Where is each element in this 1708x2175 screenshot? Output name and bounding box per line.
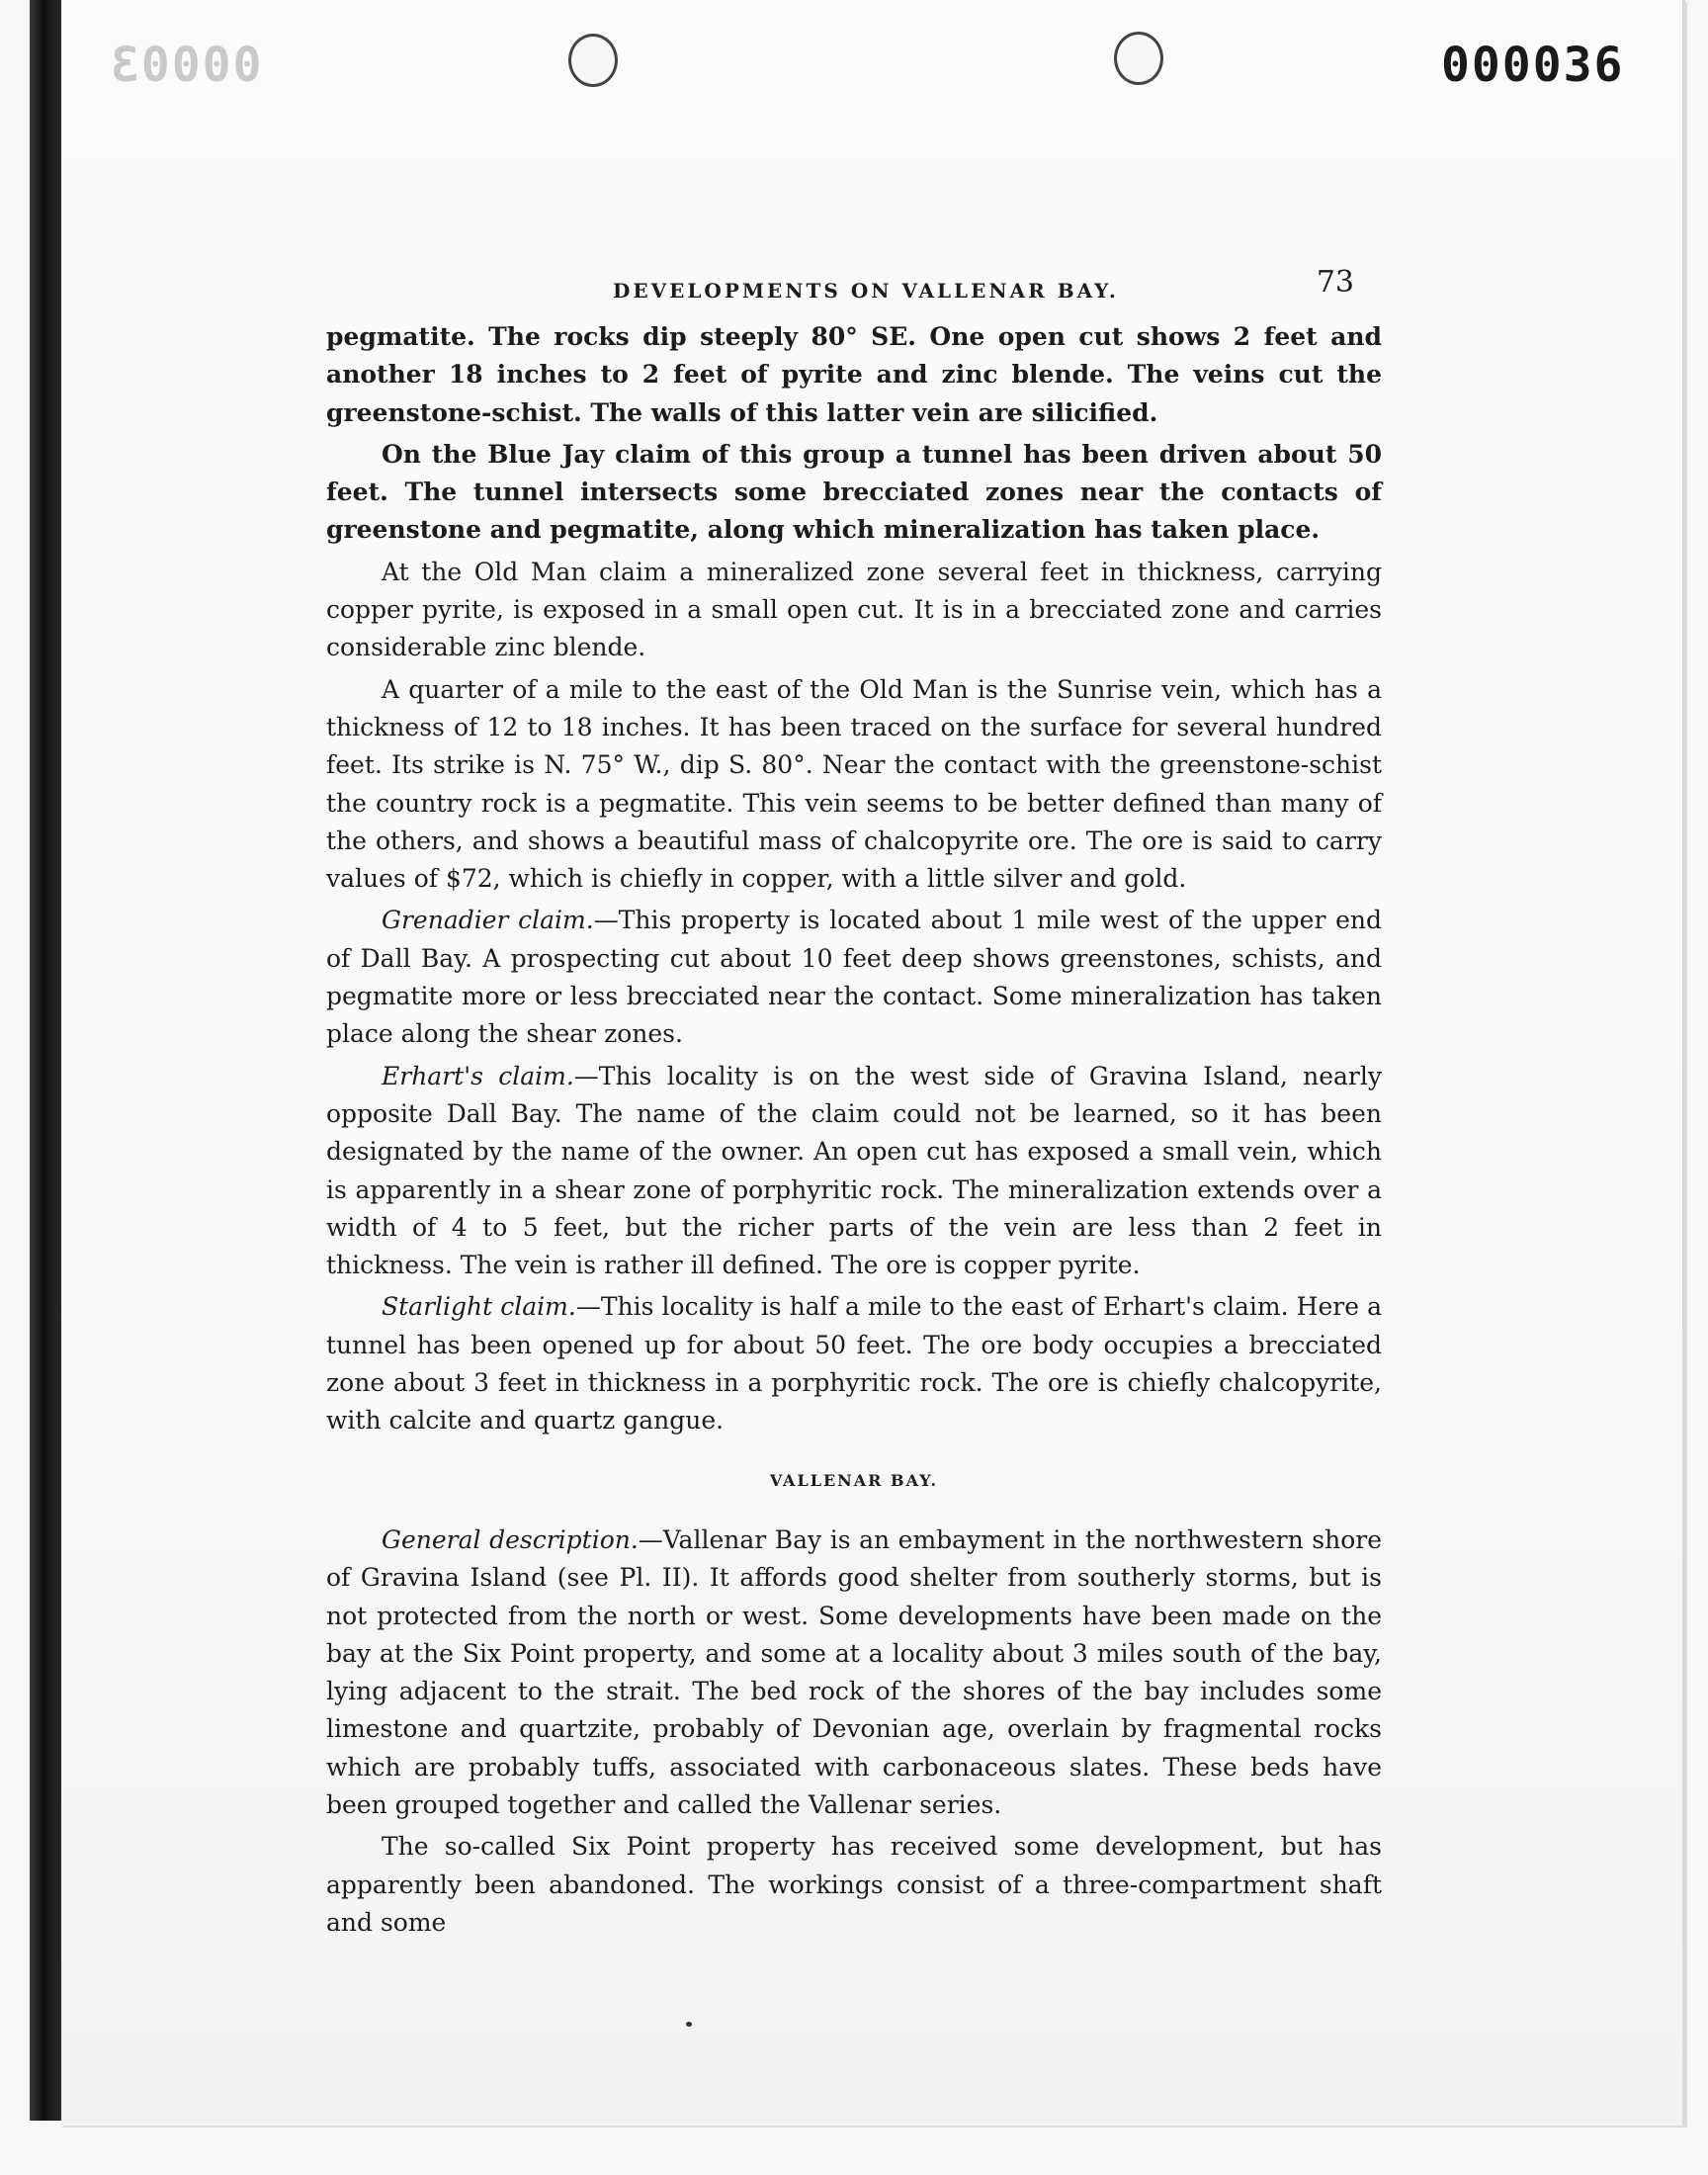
erhart-text: —This locality is on the west side of Gravina Island, nearly opposite Dall Bay. The name of the claim could not be learned, so it has been designated by the name of the owner. An open cut has exposed a small vein, which is apparently in a shear zone of porphyritic rock. The mineralization extends over a width of 4 to 5 feet, but the richer parts of the vein are less than 2 feet in thickness. The vein is rather ill defined. The ore is copper pyrite. — [326, 1061, 1382, 1280]
paragraph-1: pegmatite. The rocks dip steeply 80° SE. One open cut shows 2 feet and another 18 inches to 2 feet of pyrite and zinc blende. The veins cut the greenstone-schist. The walls of this latter vein are silicified. — [326, 322, 1382, 427]
header-title: DEVELOPMENTS ON VALLENAR BAY. — [613, 279, 1119, 303]
erhart-lead: Erhart's claim. — [382, 1061, 574, 1090]
paragraph-six-point: The so-called Six Point property has received some development, but has apparently been abandoned. The workings consist of a three-compartment shaft and some — [326, 1832, 1382, 1937]
starlight-lead: Starlight claim. — [382, 1292, 576, 1322]
punch-hole-right — [1114, 32, 1163, 85]
paragraph-blue-jay: On the Blue Jay claim of this group a tunnel has been driven about 50 feet. The tunnel intersects some brecciated zones near the contacts of greenstone and pegmatite, along which mineralization has taken place. — [326, 439, 1382, 545]
ink-speck — [686, 2022, 692, 2027]
ghost-stamp-number: 00003 — [109, 38, 262, 93]
paragraph-erhart — [326, 1058, 1382, 1285]
general-description-lead: General description. — [382, 1524, 639, 1554]
starlight-text: —This locality is half a mile to the east of Erhart's claim. Here a tunnel has been opened up for about 50 feet. The ore body occupies a brecciated zone about 3 feet in thickness in a porphyritic rock. The ore is chiefly chalcopyrite, with calcite and quartz gangue. — [326, 1292, 1382, 1436]
paragraph-sunrise: A quarter of a mile to the east of the Old Man is the Sunrise vein, which has a thickness of 12 to 18 inches. It has been traced on the surface for several hundred feet. Its strike is N. 75° W., dip S. 80°. Near the contact with the greenstone-schist the country rock is a pegmatite. This vein seems to be better defined than many of the others, and shows a beautiful mass of chalcopyrite ore. The ore is said to carry values of $72, which is chiefly in copper, with a little silver and gold. — [326, 674, 1382, 894]
section-heading: VALLENAR BAY. — [769, 1470, 939, 1490]
grenadier-text: —This property is located about 1 mile west of the upper end of Dall Bay. A prospecting cut about 10 feet deep shows greenstones, schists, and pegmatite more or less brecciated near the contact. Some mineralization has taken place along the shear zones. — [326, 906, 1383, 1049]
paragraph-general-description — [326, 1522, 1382, 1824]
body-text — [326, 318, 1382, 1946]
binding-spine — [30, 0, 63, 2121]
paragraph-grenadier — [326, 902, 1382, 1053]
stamp-number: 000036 — [1441, 38, 1625, 93]
paragraph-old-man: At the Old Man claim a mineralized zone several feet in thickness, carrying copper pyrite, is exposed in a small open cut. It is in a brecciated zone and carries considerable zinc blende. — [326, 557, 1382, 662]
page-number: 73 — [1316, 265, 1354, 300]
paragraph-starlight — [326, 1288, 1382, 1439]
general-description-text: —Vallenar Bay is an embayment in the northwestern shore of Gravina Island (see Pl. II). It affords good shelter from southerly storms, but is not protected from the north or west. Some developments have been made on the bay at the Six Point property, and some at a locality about 3 miles south of the bay, lying adjacent to the strait. The bed rock of the shores of the bay includes some limestone and quartzite, probably of Devonian age, overlain by fragmental rocks which are probably tuffs, associated with carbonaceous slates. These beds have been grouped together and called the Vallenar series. — [326, 1524, 1382, 1819]
punch-hole-left — [568, 34, 618, 87]
grenadier-lead: Grenadier claim. — [382, 906, 594, 935]
